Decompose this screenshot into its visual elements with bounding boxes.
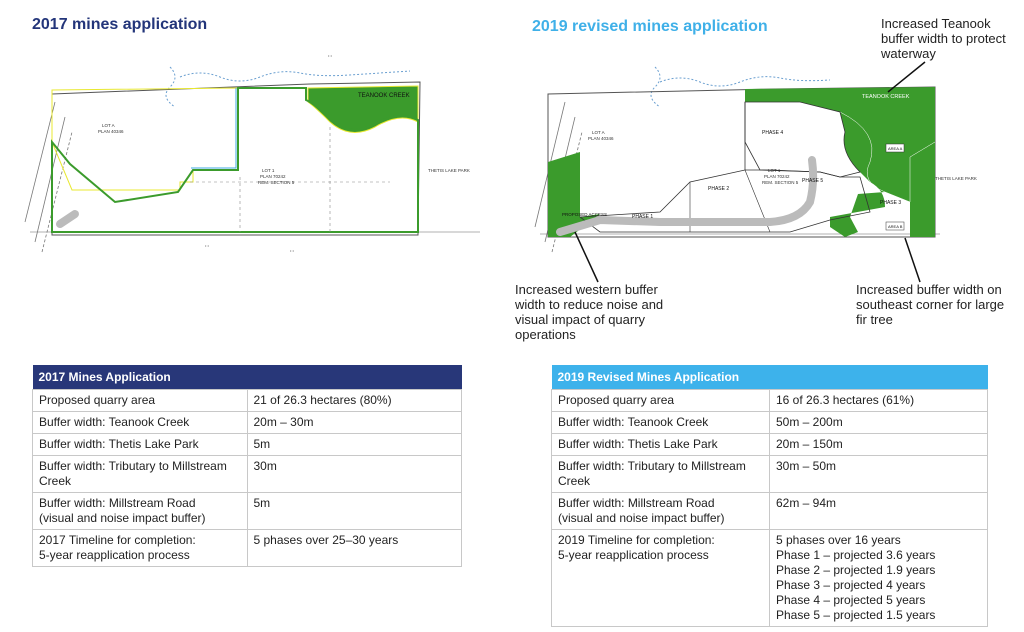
table-2019-header: 2019 Revised Mines Application: [552, 365, 988, 390]
row-label: Proposed quarry area: [33, 390, 248, 412]
row-label: Buffer width: Tributary to Millstream Creek: [33, 456, 248, 493]
table-row: [33, 412, 462, 434]
svg-text:• •: • •: [328, 53, 332, 58]
map-label-thetis-2017: THETIS LAKE PARK: [428, 168, 470, 173]
map-label-phase2: PHASE 2: [708, 186, 730, 192]
row-value: 5 phases over 25–30 years: [247, 530, 462, 567]
table-row: [33, 390, 462, 412]
map-label-phase3: PHASE 3: [880, 200, 902, 206]
map-label-phase4: PHASE 4: [762, 130, 784, 136]
map-label-rem-2017: REM. SECTION 5: [258, 180, 295, 185]
row-value: 20m – 30m: [247, 412, 462, 434]
table-row: [552, 434, 988, 456]
row-label: Buffer width: Millstream Road (visual and noise impact buffer): [552, 493, 770, 530]
row-value: 5 phases over 16 years Phase 1 – projected 3.6 years Phase 2 – projected 1.9 years Phase 3 – projected 4 years Phase 4 – projected 5 years Phase 5 – projected 1.5 years: [770, 530, 988, 627]
map-label-lot1-2017: LOT 1: [262, 168, 275, 173]
map-label-thetis-2019: THETIS LAKE PARK: [935, 176, 977, 181]
table-row: [552, 412, 988, 434]
callout-southeast-buffer: Increased buffer width on southeast corner for large fir tree: [856, 282, 1005, 327]
table-2017-application: [32, 365, 462, 567]
table-2017-header: 2017 Mines Application: [33, 365, 462, 390]
row-value: 30m – 50m: [770, 456, 988, 493]
map-label-lot1-2019: LOT 1: [768, 168, 781, 173]
map-label-phase1: PHASE 1: [632, 214, 654, 220]
map-label-teanook-2019: TEANOOK CREEK: [862, 94, 910, 100]
svg-text:• •: • •: [205, 243, 209, 248]
svg-text:• •: • •: [290, 248, 294, 253]
title-2019: 2019 revised mines application: [532, 18, 768, 35]
table-row: [33, 456, 462, 493]
table-row: [552, 493, 988, 530]
table-row: [33, 493, 462, 530]
row-value: 62m – 94m: [770, 493, 988, 530]
row-value: 5m: [247, 493, 462, 530]
table-row: [552, 390, 988, 412]
row-label: 2017 Timeline for completion: 5-year reapplication process: [33, 530, 248, 567]
row-label: 2019 Timeline for completion: 5-year reapplication process: [552, 530, 770, 627]
map-label-rem-2019: REM. SECTION 5: [762, 180, 799, 185]
row-value: 50m – 200m: [770, 412, 988, 434]
map-label-plan-2019: PLAN 70242: [764, 174, 790, 179]
row-value: 21 of 26.3 hectares (80%): [247, 390, 462, 412]
title-2017: 2017 mines application: [32, 16, 208, 33]
row-label: Buffer width: Millstream Road (visual and noise impact buffer): [33, 493, 248, 530]
row-value: 20m – 150m: [770, 434, 988, 456]
map-label-plan-a-2017: PLAN 40346: [98, 129, 124, 134]
row-value: 16 of 26.3 hectares (61%): [770, 390, 988, 412]
table-row: [33, 434, 462, 456]
map-label-teanook-2017: TEANOOK CREEK: [358, 93, 410, 99]
row-label: Buffer width: Teanook Creek: [33, 412, 248, 434]
callout-teanook-buffer: Increased Teanook buffer width to protect waterway: [881, 16, 1006, 61]
table-2019-application: [551, 365, 988, 627]
row-label: Proposed quarry area: [552, 390, 770, 412]
map-label-proposed-access: PROPOSED ACCESS: [562, 212, 608, 217]
row-value: 5m: [247, 434, 462, 456]
row-label: Buffer width: Tributary to Millstream Creek: [552, 456, 770, 493]
row-value: 30m: [247, 456, 462, 493]
row-label: Buffer width: Thetis Lake Park: [33, 434, 248, 456]
row-label: Buffer width: Thetis Lake Park: [552, 434, 770, 456]
map-label-lot-a-2017: LOT A: [102, 123, 115, 128]
map-label-lot-a-2019: LOT A: [592, 130, 605, 135]
map-label-area-a: AREA A: [888, 146, 903, 151]
callout-western-buffer: Increased western buffer width to reduce noise and visual impact of quarry operations: [515, 282, 664, 342]
map-label-plan-a-2019: PLAN 40346: [588, 136, 614, 141]
map-label-phase5: PHASE 5: [802, 178, 824, 184]
table-row: [552, 530, 988, 627]
map-label-area-b: AREA B: [888, 224, 903, 229]
table-row: [552, 456, 988, 493]
row-label: Buffer width: Teanook Creek: [552, 412, 770, 434]
map-label-plan-2017: PLAN 70242: [260, 174, 286, 179]
table-row: [33, 530, 462, 567]
